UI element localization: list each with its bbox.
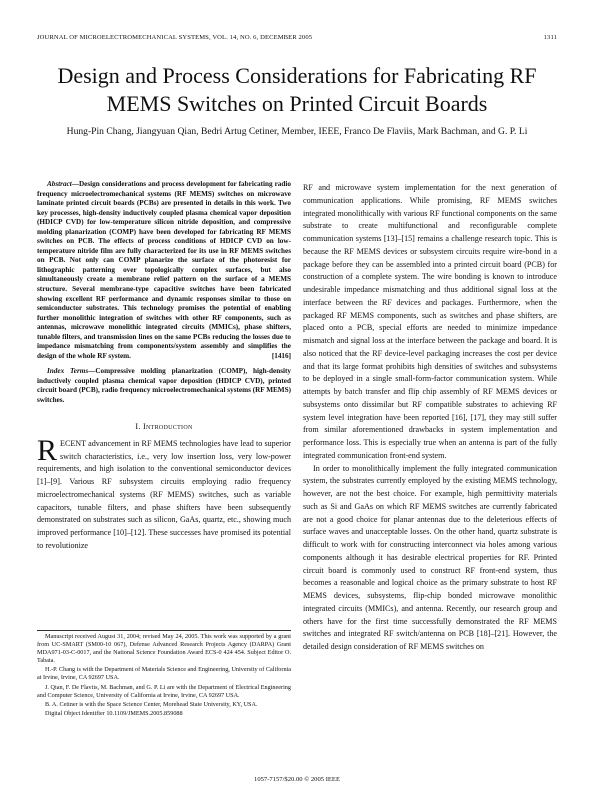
- left-column: [37, 180, 291, 553]
- footnote-affiliation: J. Qian, F. De Flaviis, M. Bachman, and G. P. Li are with the Department of Electrical Engineering and Computer Science, University of California at Irvine, Irvine, CA 92697 USA.: [37, 683, 291, 699]
- drop-cap: R: [37, 433, 58, 467]
- index-terms-label: Index Terms: [47, 367, 89, 376]
- paper-title: Design and Process Considerations for Fabricating RF MEMS Switches on Printed Circuit Boards: [57, 63, 537, 116]
- abstract-label: Abstract: [47, 180, 72, 188]
- copyright-line: 1057-7157/$20.00 © 2005 IEEE: [254, 776, 340, 783]
- right-column: [303, 182, 557, 654]
- index-terms: [37, 367, 291, 405]
- abstract: [37, 180, 291, 361]
- body-paragraph: RF and microwave system implementation for the next generation of communication applications. While promising, RF MEMS switches integrated monolithically with various RF functional components on the same substrate to create multifunctional and reconfigurable complete communication systems [13]–[15] remains a challenge research topic. This is because the RF MEMS devices or subsystem circuits require wire-bond in a package before they can be assembled into a printed circuit board (PCB) for construction of a complete system. The wire bonding is known to introduce undesirable impedance mismatching and thus additional signal loss at the interface between the RF devices and packages. Furthermore, when the packaged RF MEMS components, such as switches and phase shifters, are placed onto a PCB, special efforts are needed to minimize impedance mismatch and signal loss at the interface between the package and board. It is also noticed that the RF device-level packaging increases the cost per device and that its large format prohibits high densities of switches and subsystems to be deployed in a single small-form-factor communication system. While attempts by batch transfer and flip chip assembly of RF MEMS devices or subsystems onto dissimilar but RF compatible substrates to achieving RF system level integration have been reported [16], [17], they may still suffer from similar aforementioned drawbacks in system implementation and performance loss. This is especially true when an antenna is part of the fully integrated communication front-end system.: [303, 183, 557, 460]
- body-paragraph: In order to monolithically implement the fully integrated communication system, the substrates currently employed by the existing MEMS technology, however, are not the best choice. For example, high permittivity materials such as Si and GaAs on which RF MEMS switches are currently fabricated are not a good choice for planar antennas due to the deleterious effects of surface waves and unacceptable losses. On the other hand, quartz substrate is difficult to work with for constructing interconnect via holes among various components although it has desirable electrical properties for RF. Printed circuit board is commonly used to construct RF front-end system, thus becomes a reasonable and logical choice as the primary substrate to host RF MEMS devices, subsystems, flip-chip bonded microwave monolithic integrated circuits (MMICs), and antenna. Recently, our research group and others have for the first time successfully demonstrated the RF MEMS switches and integrated RF switch/antenna on PCB [18]–[21]. However, the detailed design consideration of RF MEMS switches on: [303, 463, 557, 651]
- journal-name: JOURNAL OF MICROELECTROMECHANICAL SYSTEMS, VOL. 14, NO. 6, DECEMBER 2005: [37, 34, 313, 41]
- abstract-id: [1416]: [271, 351, 291, 360]
- section-number: I.: [135, 421, 141, 431]
- abstract-text: —Design considerations and process development for fabricating radio frequency microelectromechanical systems (RF MEMS) switches on microwave laminate printed circuit boards (PCBs) are presented in details in this work. Two key processes, high-density inductively coupled plasma chemical vapor deposition (HDICP CVD) for low-temperature silicon nitride deposition, and compressive molding planarization (COMP) have been developed for fabricating RF MEMS switches on PCB. The effects of process conditions of HDICP CVD on low-temperature nitride film are fully characterized for its use in RF MEMS switches on PCB. Not only can COMP planarize the surface of the photoresist for lithographic patterning over topologically complex surfaces, but also simultaneously create a membrane relief pattern on the surface of a MEMS structure. Several membrane-type capacitive switches have been fabricated showing excellent RF performance and dynamic responses similar to those on semiconductor substrates. This technology promises the potential of enabling further monolithic integration of switches with other RF components, such as antennas, microwave monolithic integrated circuits (MMICs), phase shifters, tunable filters, and transmission lines on the same PCBs reducing the losses due to impedance mismatching from components/system assembly and simplifies the design of the whole RF system.: [37, 180, 291, 360]
- section-title: Introduction: [143, 421, 193, 431]
- running-head: [37, 34, 557, 41]
- section-heading: [37, 422, 291, 432]
- index-terms-text: —Compressive molding planarization (COMP), high-density inductively coupled plasma chemical vapor deposition (HDICP CVD), printed circuit board (PCB), radio frequency microelectromechanical systems (RF MEMS) switches.: [37, 367, 291, 405]
- footnotes: [37, 630, 291, 719]
- author-list: Hung-Pin Chang, Jiangyuan Qian, Bedri Artug Cetiner, Member, IEEE, Franco De Flaviis, Mark Bachman, and G. P. Li: [66, 126, 528, 137]
- intro-text: advancement in RF MEMS technologies have lead to superior switch characteristics, i.e., very low insertion loss, very low-power requirements, and high isolation to the conventional semiconductor devices [1]–[9]. Various RF subsystem circuits employing radio frequency microelectromechanical systems (RF MEMS) switches, such as variable capacitors, tunable filters, and phase shifters have been subsequently demonstrated on substrates such as silicon, GaAs, quartz, etc., showing much improved performance [10]–[12]. These successes have promised its potential to revolutionize: [37, 438, 291, 550]
- intro-lead-word: ECENT: [60, 438, 86, 448]
- footnote-affiliation: B. A. Cetiner is with the Space Science Center, Morehead State University, KY, USA.: [45, 700, 258, 708]
- page-number: 1311: [543, 34, 557, 41]
- footnote-affiliation: H.-P. Chang is with the Department of Materials Science and Engineering, University of California at Irvine, Irvine, CA 92697 USA.: [37, 666, 291, 682]
- footnote-manuscript: Manuscript received August 31, 2004; revised May 24, 2005. This work was supported by a grant from UC-SMART (SM00-10 067), Defense Advanced Research Projects Agency (DARPA) Grant MDA971-03-C-0017, and the National Science Foundation Award ECS-0 424 454. Subject Editor O. Tabata.: [37, 633, 291, 665]
- doi: Digital Object Identifier 10.1109/JMEMS.2005.859088: [45, 709, 183, 717]
- introduction-paragraph: [37, 433, 291, 553]
